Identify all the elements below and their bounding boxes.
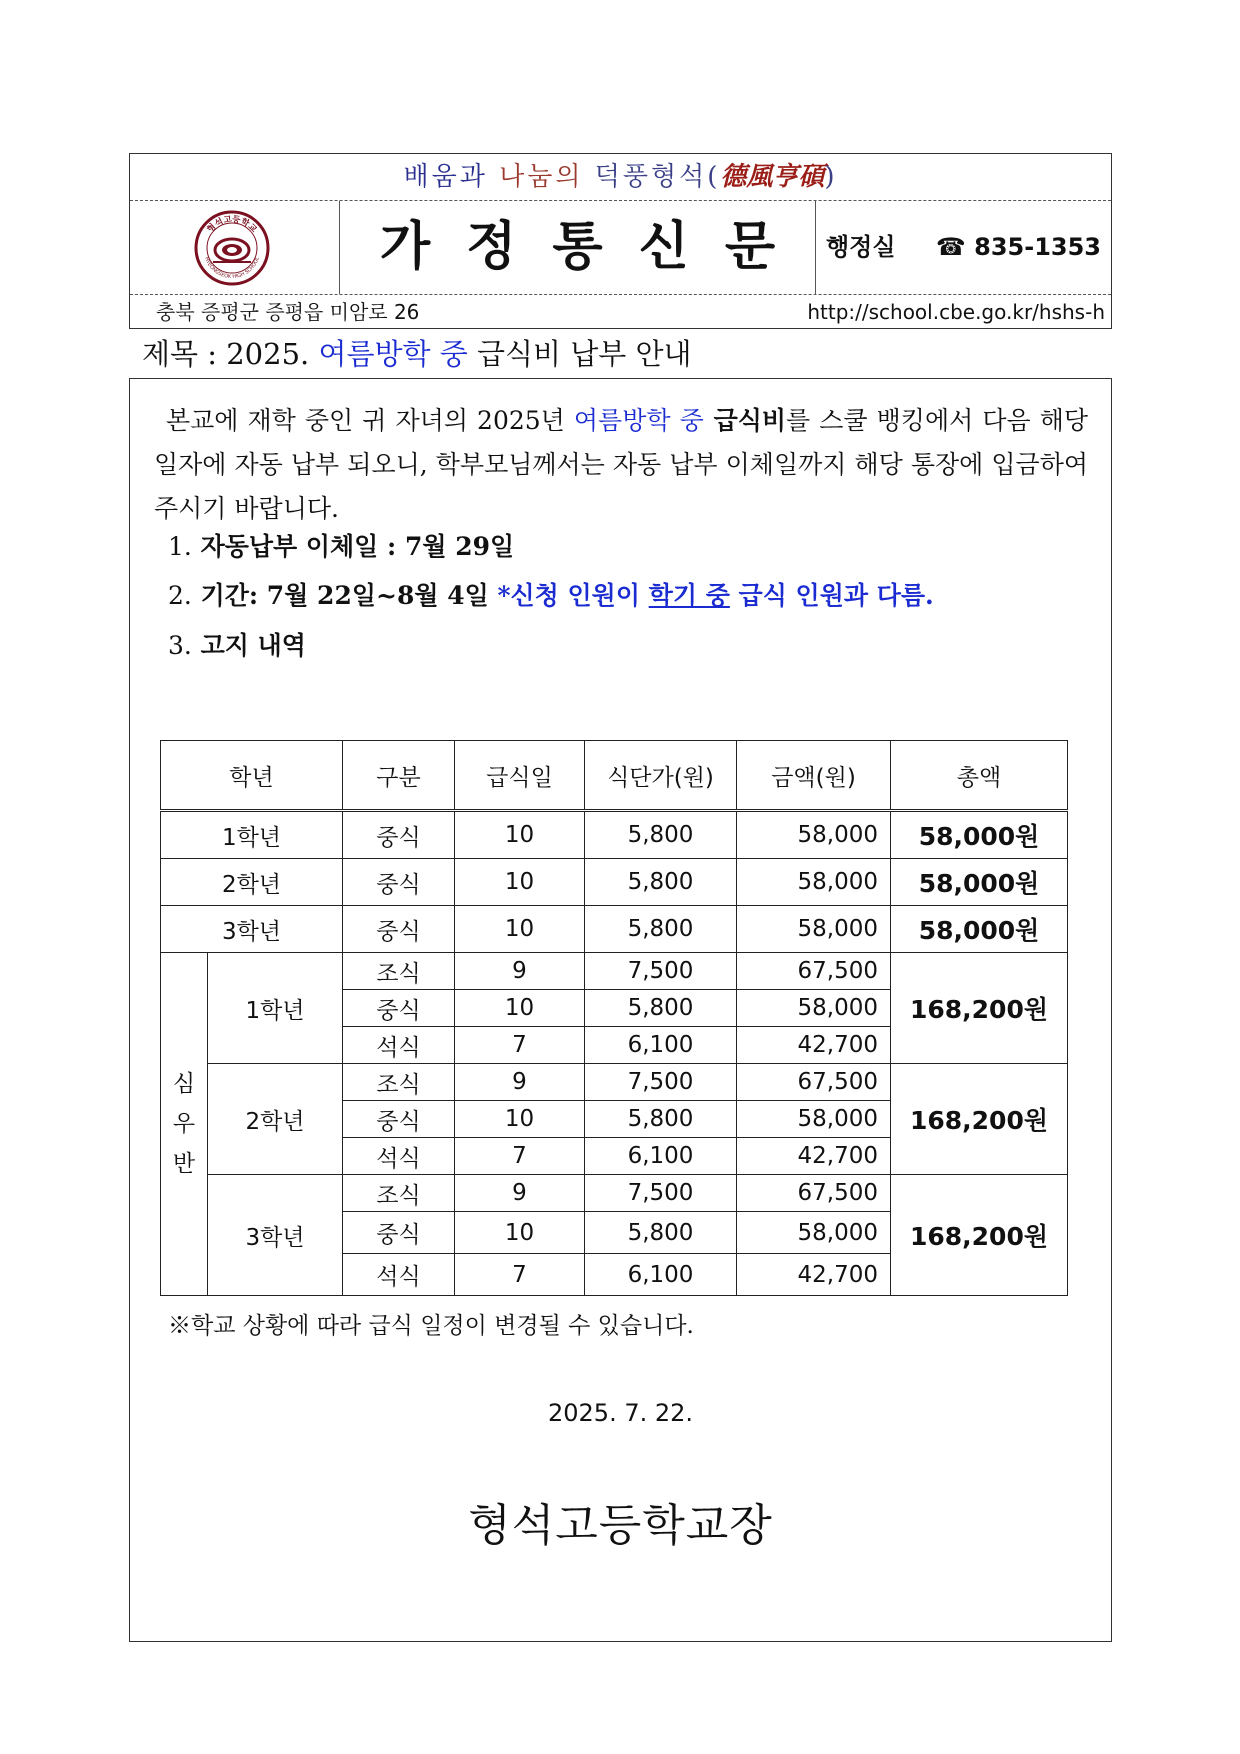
subject-line	[142, 333, 692, 375]
simwoo-char: 우	[172, 1111, 196, 1137]
cell-type: 중식	[343, 811, 455, 859]
address-row	[130, 295, 1111, 329]
office-label: 행정실	[826, 233, 896, 261]
cell-days: 10	[455, 990, 585, 1027]
motto-part3: 덕풍형석(	[594, 162, 721, 192]
item2-note-c: 급식 인원과 다름.	[729, 581, 934, 610]
cell-type: 조식	[343, 953, 455, 990]
motto-hanja: 德風亨碩	[720, 162, 825, 192]
cell-amount: 58,000	[737, 1212, 891, 1254]
cell-amount: 42,700	[737, 1254, 891, 1296]
cell-type: 조식	[343, 1064, 455, 1101]
item2-num: 2.	[168, 581, 192, 610]
header-type: 구분	[343, 741, 455, 811]
cell-days: 10	[455, 906, 585, 953]
simwoo-char: 심	[172, 1071, 196, 1097]
cell-amount: 58,000	[737, 859, 891, 906]
cell-price: 5,800	[585, 811, 737, 859]
title-row	[130, 201, 1111, 295]
cell-price: 7,500	[585, 1175, 737, 1212]
cell-total: 58,000원	[891, 811, 1068, 859]
subject-suffix: 급식비 납부 안내	[467, 337, 692, 371]
cell-grade: 1학년	[161, 811, 343, 859]
item3-num: 3.	[168, 631, 192, 660]
cell-days: 10	[455, 1101, 585, 1138]
cell-total: 168,200원	[891, 1175, 1068, 1296]
item1-text: 자동납부 이체일 : 7월 29일	[200, 532, 515, 561]
cell-price: 5,800	[585, 990, 737, 1027]
item-billing	[168, 626, 306, 666]
cell-days: 10	[455, 1212, 585, 1254]
cell-type: 조식	[343, 1175, 455, 1212]
table-row	[161, 1064, 1068, 1101]
cell-price: 6,100	[585, 1254, 737, 1296]
item2-note-a: *신청 인원이	[497, 581, 649, 610]
item1-num: 1.	[168, 532, 192, 561]
cell-total: 58,000원	[891, 859, 1068, 906]
cell-total: 168,200원	[891, 1064, 1068, 1175]
cell-amount: 42,700	[737, 1138, 891, 1175]
cell-type: 석식	[343, 1138, 455, 1175]
cell-amount: 67,500	[737, 1175, 891, 1212]
table-row	[161, 906, 1068, 953]
schedule-note: ※학교 상황에 따라 급식 일정이 변경될 수 있습니다.	[168, 1313, 694, 1339]
cell-price: 6,100	[585, 1138, 737, 1175]
cell-days: 7	[455, 1027, 585, 1064]
issue-date: 2025. 7. 22.	[547, 1399, 694, 1427]
table-row	[161, 1175, 1068, 1212]
cell-days: 9	[455, 1175, 585, 1212]
cell-amount: 58,000	[737, 811, 891, 859]
cell-type: 중식	[343, 990, 455, 1027]
letterhead	[129, 153, 1112, 329]
item-payment-date	[168, 527, 514, 567]
school-motto	[130, 154, 1111, 201]
cell-grade: 3학년	[161, 906, 343, 953]
cell-days: 9	[455, 953, 585, 990]
simwoo-char: 반	[172, 1151, 196, 1177]
cell-price: 7,500	[585, 1064, 737, 1101]
fee-table	[160, 740, 1068, 1296]
contact-cell	[816, 201, 1111, 294]
cell-days: 10	[455, 811, 585, 859]
cell-days: 7	[455, 1138, 585, 1175]
principal-signature: 형석고등학교장	[468, 1500, 773, 1551]
item2-note-b: 학기 중	[648, 581, 730, 610]
table-header-row	[161, 741, 1068, 811]
header-grade: 학년	[161, 741, 343, 811]
school-address: 충북 증평군 증평읍 미암로 26	[156, 300, 420, 324]
svg-text:형석고등학교: 형석고등학교	[205, 214, 259, 235]
cell-grade: 2학년	[161, 859, 343, 906]
cell-amount: 58,000	[737, 906, 891, 953]
cell-price: 5,800	[585, 1101, 737, 1138]
header-unit-price: 식단가(원)	[585, 741, 737, 811]
cell-price: 5,800	[585, 906, 737, 953]
cell-amount: 58,000	[737, 1101, 891, 1138]
motto-part1: 배움과	[403, 162, 488, 192]
motto-part2: 나눔의	[499, 162, 584, 192]
header-total: 총액	[891, 741, 1068, 811]
cell-amount: 67,500	[737, 1064, 891, 1101]
cell-price: 5,800	[585, 859, 737, 906]
item3-text: 고지 내역	[200, 631, 306, 660]
cell-days: 7	[455, 1254, 585, 1296]
table-row	[161, 953, 1068, 990]
subject-prefix: 제목 : 2025.	[142, 337, 319, 371]
cell-type: 석식	[343, 1027, 455, 1064]
cell-price: 7,500	[585, 953, 737, 990]
cell-amount: 58,000	[737, 990, 891, 1027]
intro-part1: 본교에 재학 중인 귀 자녀의 2025년	[166, 406, 574, 435]
cell-type: 중식	[343, 1101, 455, 1138]
cell-days: 10	[455, 859, 585, 906]
table-row	[161, 859, 1068, 906]
school-homepage-link[interactable]: http://school.cbe.go.kr/hshs-h	[807, 300, 1105, 324]
header-amount: 금액(원)	[737, 741, 891, 811]
cell-type: 석식	[343, 1254, 455, 1296]
intro-highlight: 여름방학 중	[573, 406, 704, 435]
school-logo-emblem	[194, 210, 270, 286]
motto-close: )	[824, 162, 838, 192]
cell-days: 9	[455, 1064, 585, 1101]
cell-price: 6,100	[585, 1027, 737, 1064]
cell-type: 중식	[343, 859, 455, 906]
intro-paragraph	[154, 399, 1088, 531]
document-title: 가정통신문	[340, 201, 816, 294]
table-row	[161, 811, 1068, 859]
cell-type: 중식	[343, 906, 455, 953]
svg-text:HYEONGSEOK HIGH SCHOOL: HYEONGSEOK HIGH SCHOOL	[203, 256, 261, 281]
cell-grade: 3학년	[208, 1175, 343, 1296]
cell-amount: 67,500	[737, 953, 891, 990]
header-days: 급식일	[455, 741, 585, 811]
intro-bold: 급식비	[703, 406, 787, 435]
office-phone: ☎ 835-1353	[935, 233, 1101, 261]
cell-total: 168,200원	[891, 953, 1068, 1064]
simwoo-label	[161, 953, 208, 1296]
item-period	[168, 576, 934, 616]
cell-price: 5,800	[585, 1212, 737, 1254]
cell-grade: 1학년	[208, 953, 343, 1064]
cell-amount: 42,700	[737, 1027, 891, 1064]
notice-body	[129, 378, 1112, 1642]
intro-part2: 를 스쿨 뱅킹에서 다음 해당 일자에 자동 납부 되오니, 학부모님께서는 자동 납부 이체일까지 해당 통장에 입금하여 주시기 바랍니다.	[154, 406, 1089, 523]
cell-total: 58,000원	[891, 906, 1068, 953]
cell-grade: 2학년	[208, 1064, 343, 1175]
cell-type: 중식	[343, 1212, 455, 1254]
item2-text: 기간: 7월 22일~8월 4일	[200, 581, 498, 610]
logo-cell	[130, 201, 340, 294]
subject-highlight: 여름방학 중	[318, 337, 468, 371]
